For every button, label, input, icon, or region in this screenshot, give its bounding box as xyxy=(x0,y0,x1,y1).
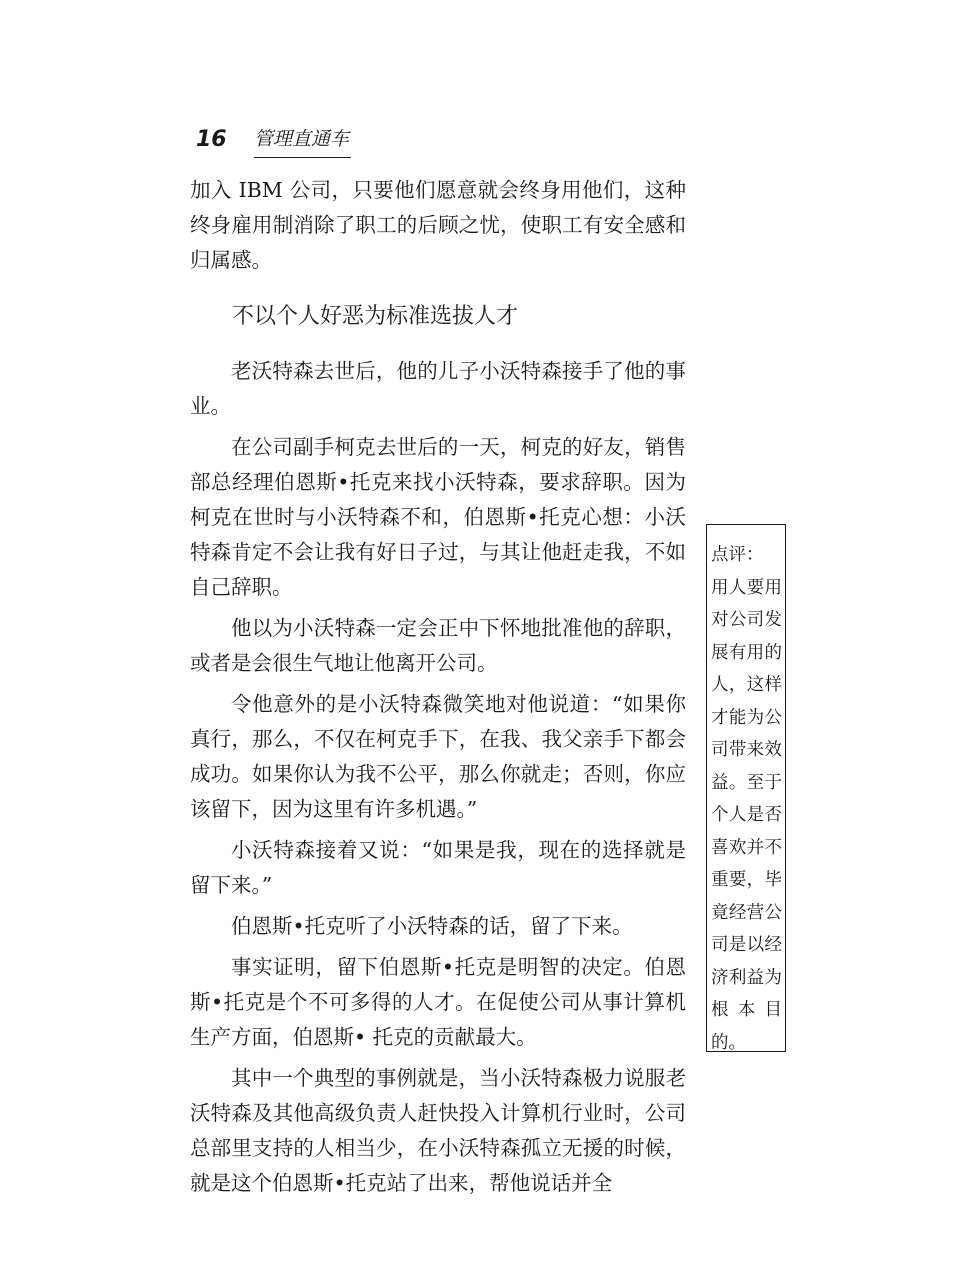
paragraph: 其中一个典型的事例就是，当小沃特森极力说服老沃特森及其他高级负责人赶快投入计算机行业时，公司总部里支持的人相当少，在小沃特森孤立无援的时候，就是这个伯恩斯•托克站了出来，帮他说话并全 xyxy=(190,1066,686,1195)
commentary-label: 点评： xyxy=(711,545,764,565)
running-title: 管理直通车 xyxy=(254,121,351,158)
paragraph: 在公司副手柯克去世后的一天，柯克的好友，销售部总经理伯恩斯•托克来找小沃特森，要求辞职。因为柯克在世时与小沃特森不和，伯恩斯•托克心想：小沃特森肯定不会让我有好日子过，与其让他赶走我，不如自己辞职。 xyxy=(190,435,686,599)
page-header xyxy=(196,118,351,158)
paragraph: 事实证明，留下伯恩斯•托克是明智的决定。伯恩斯•托克是个不可多得的人才。在促使公司从事计算机生产方面，伯恩斯• 托克的贡献最大。 xyxy=(190,955,686,1049)
main-text xyxy=(190,173,686,1201)
paragraph: 小沃特森接着又说：“如果是我，现在的选择就是留下来。” xyxy=(190,838,686,897)
paragraph: 令他意外的是小沃特森微笑地对他说道：“如果你真行，那么，不仅在柯克手下，在我、我父亲手下都会成功。如果你认为我不公平，那么你就走；否则，你应该留下，因为这里有许多机遇。” xyxy=(190,692,686,821)
opening-paragraph: 加入 IBM 公司，只要他们愿意就会终身用他们，这种终身雇用制消除了职工的后顾之忧，使职工有安全感和归属感。 xyxy=(190,178,686,272)
section-heading: 不以个人好恶为标准选拔人才 xyxy=(232,304,519,329)
page-number: 16 xyxy=(196,127,227,152)
paragraph: 伯恩斯•托克听了小沃特森的话，留了下来。 xyxy=(231,914,633,938)
commentary-text: 用人要用对公司发展有用的人，这样才能为公司带来效益。至于个人是否喜欢并不重要，毕竟经营公司是以经济利益为根本目的。 xyxy=(711,577,782,1053)
commentary-box xyxy=(706,524,786,1052)
paragraph: 老沃特森去世后，他的儿子小沃特森接手了他的事业。 xyxy=(190,359,686,418)
paragraph: 他以为小沃特森一定会正中下怀地批准他的辞职，或者是会很生气地让他离开公司。 xyxy=(190,616,686,675)
